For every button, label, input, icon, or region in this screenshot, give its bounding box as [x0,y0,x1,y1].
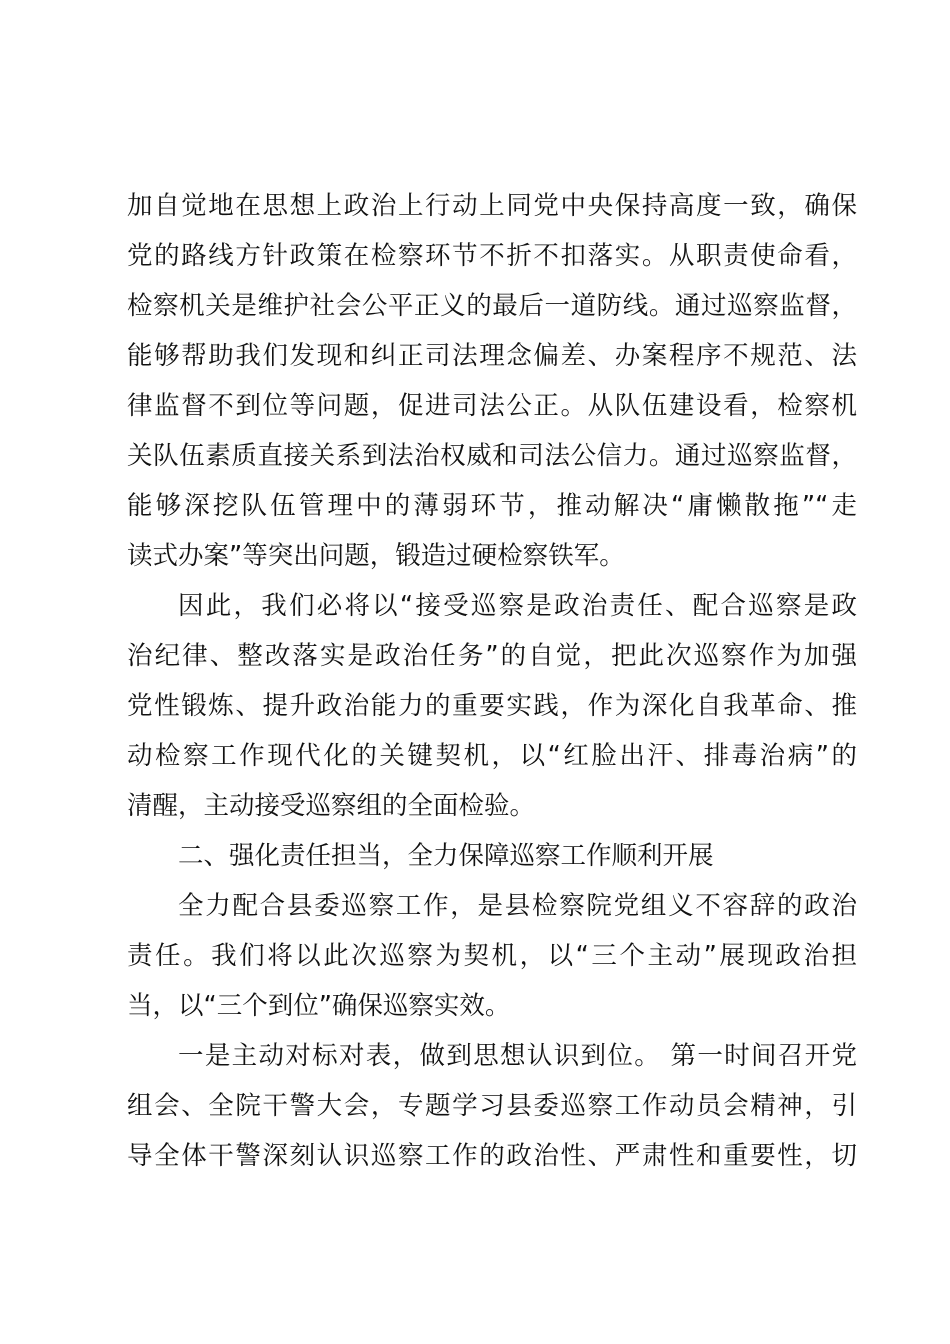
body-line: 党性锻炼、提升政治能力的重要实践，作为深化自我革命、推 [127,691,857,721]
body-line: 责任。我们将以此次巡察为契机，以“三个主动”展现政治担 [127,941,857,971]
body-line: 能够深挖队伍管理中的薄弱环节，推动解决“庸懒散拖”“走 [127,491,857,521]
body-line: 导全体干警深刻认识巡察工作的政治性、严肃性和重要性，切 [127,1141,857,1171]
body-line: 清醒，主动接受巡察组的全面检验。 [127,791,536,821]
body-line: 检察机关是维护社会公平正义的最后一道防线。通过巡察监督， [127,291,857,321]
body-line: 读式办案”等突出问题，锻造过硬检察铁军。 [127,541,625,571]
body-line: 关队伍素质直接关系到法治权威和司法公信力。通过巡察监督， [127,441,857,471]
document-body [127,181,857,1181]
body-line: 党的路线方针政策在检察环节不折不扣落实。从职责使命看， [127,241,857,271]
section-heading: 二、强化责任担当，全力保障巡察工作顺利开展 [178,841,714,871]
paragraph-first-line: 一是主动对标对表，做到思想认识到位。 第一时间召开党 [178,1041,857,1071]
body-line: 动检察工作现代化的关键契机，以“红脸出汗、排毒治病”的 [127,741,857,771]
body-line: 律监督不到位等问题，促进司法公正。从队伍建设看，检察机 [127,391,857,421]
body-line: 当，以“三个到位”确保巡察实效。 [127,991,511,1021]
body-line: 治纪律、整改落实是政治任务”的自觉，把此次巡察作为加强 [127,641,857,671]
body-line: 组会、全院干警大会，专题学习县委巡察工作动员会精神，引 [127,1091,857,1121]
body-line: 能够帮助我们发现和纠正司法理念偏差、办案程序不规范、法 [127,341,857,371]
body-line: 加自觉地在思想上政治上行动上同党中央保持高度一致，确保 [127,191,857,221]
paragraph-first-line: 全力配合县委巡察工作，是县检察院党组义不容辞的政治 [178,891,857,921]
paragraph-first-line: 因此，我们必将以“接受巡察是政治责任、配合巡察是政 [178,591,857,621]
